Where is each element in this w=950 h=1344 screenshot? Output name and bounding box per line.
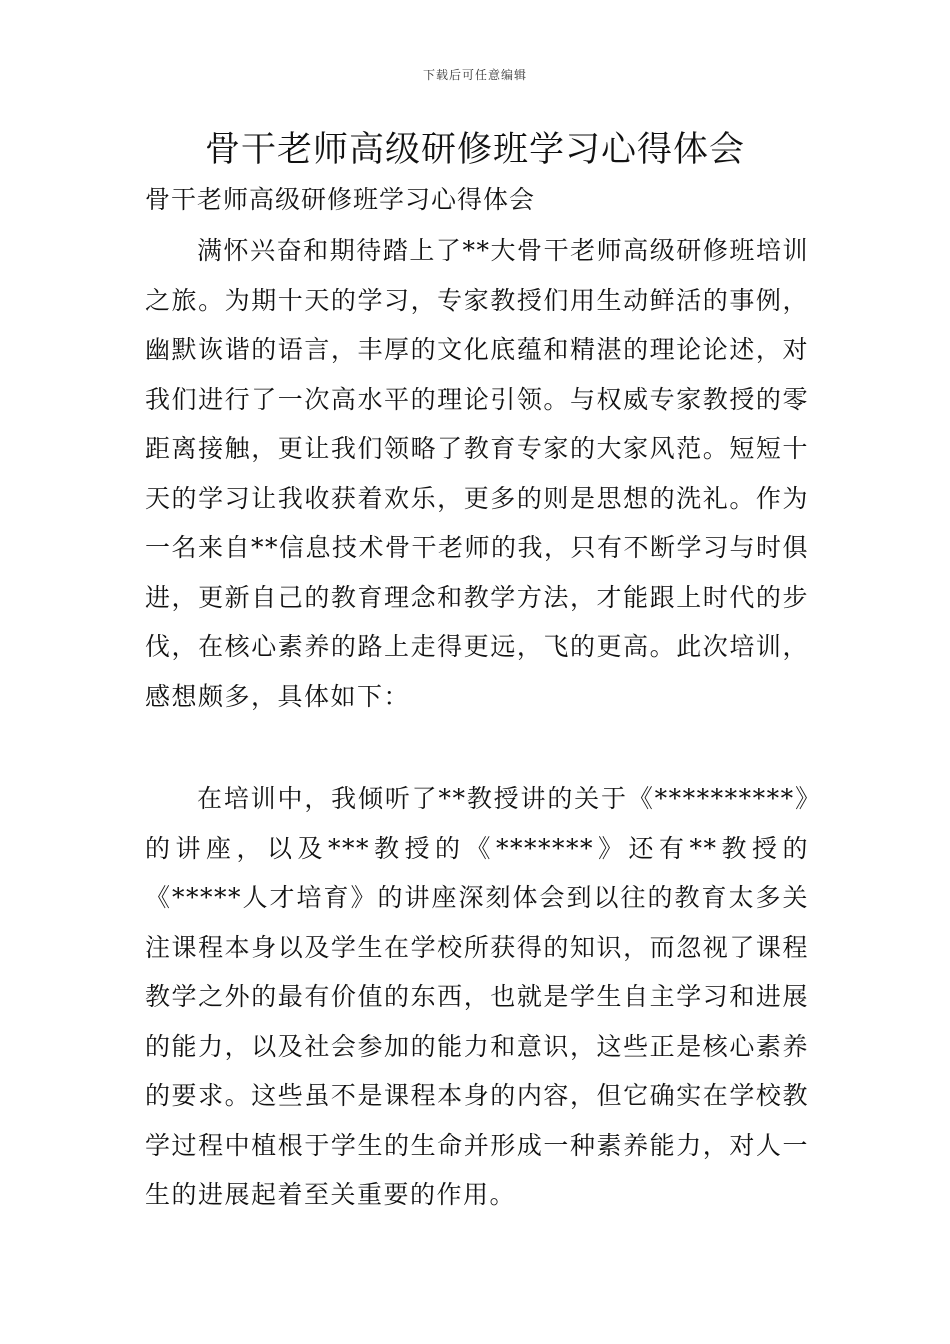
body-paragraph-1: 满怀兴奋和期待踏上了**大骨干老师高级研修班培训之旅。为期十天的学习，专家教授们用生动鲜活的事例，幽默诙谐的语言，丰厚的文化底蕴和精湛的理论论述，对我们进行了一次高水平的理论引领。与权威专家教授的零距离接触，更让我们领略了教育专家的大家风范。短短十天的学习让我收获着欢乐，更多的则是思想的洗礼。作为一名来自**信息技术骨干老师的我，只有不断学习与时俱进，更新自己的教育理念和教学方法，才能跟上时代的步伐，在核心素养的路上走得更远，飞的更高。此次培训，感想颇多，具体如下： xyxy=(145,236,810,711)
document-title: 骨干老师高级研修班学习心得体会 xyxy=(204,130,745,170)
document-subtitle: 骨干老师高级研修班学习心得体会 xyxy=(145,185,536,214)
body-paragraph-2: 在培训中，我倾听了**教授讲的关于《**********》的讲座，以及***教授的《*******》还有**教授的《*****人才培育》的讲座深刻体会到以往的教育太多关注课程本身以及学生在学校所获得的知识，而忽视了课程教学之外的最有价值的东西，也就是学生自主学习和进展的能力，以及社会参加的能力和意识，这些正是核心素养的要求。这些虽不是课程本身的内容，但它确实在学校教学过程中植根于学生的生命并形成一种素养能力，对人一生的进展起着至关重要的作用。 xyxy=(145,784,809,1209)
header-note: 下载后可任意编辑 xyxy=(422,68,527,82)
